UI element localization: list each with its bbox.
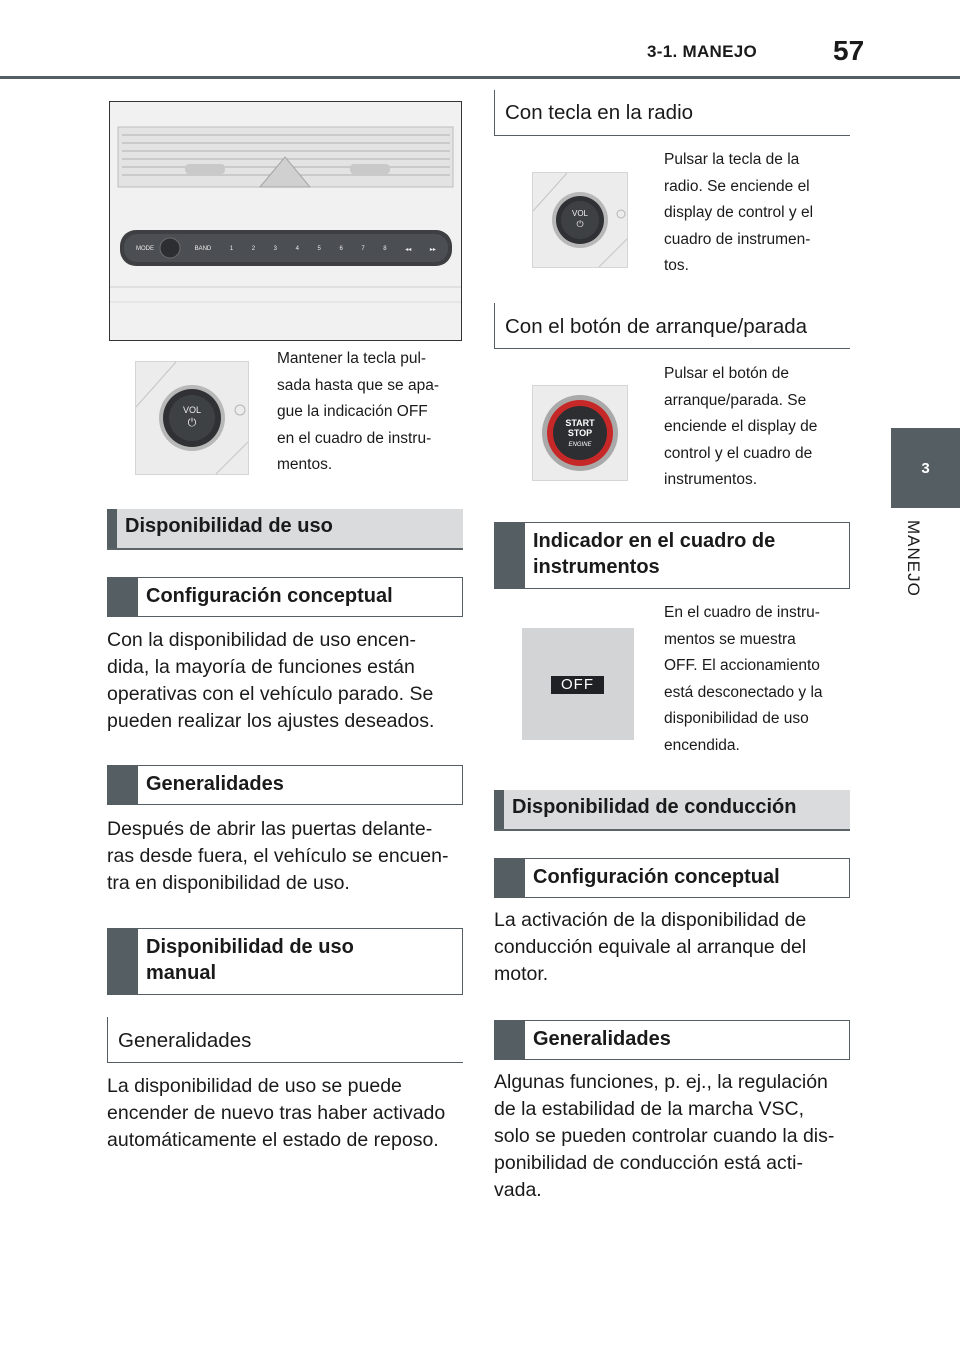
minor-heading-generalidades: Generalidades xyxy=(107,1017,463,1063)
paragraph-tecla-radio: Pulsar la tecla de la radio. Se enciende el display de control y el cuadro de instrumen- tos. xyxy=(664,151,814,274)
radio-button-row xyxy=(136,242,436,256)
subheading-generalidades-left: Generalidades xyxy=(107,765,463,805)
off-badge: OFF xyxy=(551,676,604,694)
subheading-indicador: Indicador en el cuadro de instrumentos xyxy=(494,522,850,589)
subheading-uso-manual: Disponibilidad de uso manual xyxy=(107,928,463,995)
paragraph-generalidades-left: Después de abrir las puertas delante- ras desde fuera, el vehículo se encuen- tra en disponibilidad de uso. xyxy=(107,818,449,894)
chapter-side-label: MANEJO xyxy=(904,520,923,597)
preset-4: 4 xyxy=(295,246,299,252)
radio-panel-illustration xyxy=(109,101,462,341)
stop-label: STOP xyxy=(567,428,593,438)
start-label: START xyxy=(565,418,595,428)
vol-knob-illustration-right xyxy=(532,172,628,268)
chapter-title: 3-1. MANEJO xyxy=(647,42,758,61)
preset-2: 2 xyxy=(251,246,256,252)
paragraph-uso-manual: La disponibilidad de uso se puede encender de nuevo tras haber activado automáticamente el estado de reposo. xyxy=(107,1075,446,1151)
preset-5: 5 xyxy=(317,246,321,252)
seek-forward: ▸▸ xyxy=(429,246,436,253)
paragraph-config-left: Con la disponibilidad de uso encen- dida, la mayoría de funciones están operativas con el vehículo parado. Se pueden realizar los ajustes deseados. xyxy=(107,629,435,732)
chapter-tab: 3 xyxy=(891,428,960,508)
preset-3: 3 xyxy=(273,246,278,252)
paragraph-generalidades-right: Algunas funciones, p. ej., la regulación de la estabilidad de la marcha VSC, solo se pueden controlar cuando la dis- ponibilidad de conducción está acti- vada. xyxy=(494,1071,835,1201)
paragraph-boton-arranque: Pulsar el botón de arranque/parada. Se enciende el display de control y el cuadro de instrumentos. xyxy=(664,365,818,488)
start-stop-illustration xyxy=(532,385,628,481)
vol-label-right: VOL xyxy=(571,209,588,218)
radio-panel-drawing xyxy=(110,102,461,340)
seek-back: ◂◂ xyxy=(405,246,412,253)
section-heading-disponibilidad-uso: Disponibilidad de uso xyxy=(107,509,463,550)
power-icon-right: ⏻ xyxy=(576,219,584,229)
paragraph-indicador: En el cuadro de instru- mentos se muestra OFF. El accionamiento está desconectado y la disponibilidad de uso encendida. xyxy=(664,604,823,754)
power-icon: ⏻ xyxy=(187,417,197,429)
hold-caption: Mantener la tecla pul- sada hasta que se apa- gue la indicación OFF en el cuadro de instru- mentos. xyxy=(277,350,440,473)
minor-heading-boton-arranque: Con el botón de arranque/parada xyxy=(494,303,850,349)
header-rule xyxy=(0,76,960,79)
preset-8: 8 xyxy=(383,246,387,252)
section-heading-conduccion: Disponibilidad de conducción xyxy=(494,790,850,831)
vol-label: VOL xyxy=(182,405,201,415)
subheading-config-left: Configuración conceptual xyxy=(107,577,463,617)
mode-button: MODE xyxy=(136,246,154,252)
engine-label: ENGINE xyxy=(568,442,592,448)
band-button: BAND xyxy=(194,246,212,252)
preset-6: 6 xyxy=(339,246,343,252)
subheading-config-right: Configuración conceptual xyxy=(494,858,850,898)
subheading-generalidades-right: Generalidades xyxy=(494,1020,850,1060)
off-indicator-illustration xyxy=(522,628,634,740)
preset-1: 1 xyxy=(229,246,234,252)
page-number: 57 xyxy=(833,35,865,66)
preset-7: 7 xyxy=(361,246,365,252)
minor-heading-tecla-radio: Con tecla en la radio xyxy=(494,90,850,136)
vol-knob-illustration-left xyxy=(135,361,249,475)
paragraph-config-right: La activación de la disponibilidad de conducción equivale al arranque del motor. xyxy=(494,909,807,985)
